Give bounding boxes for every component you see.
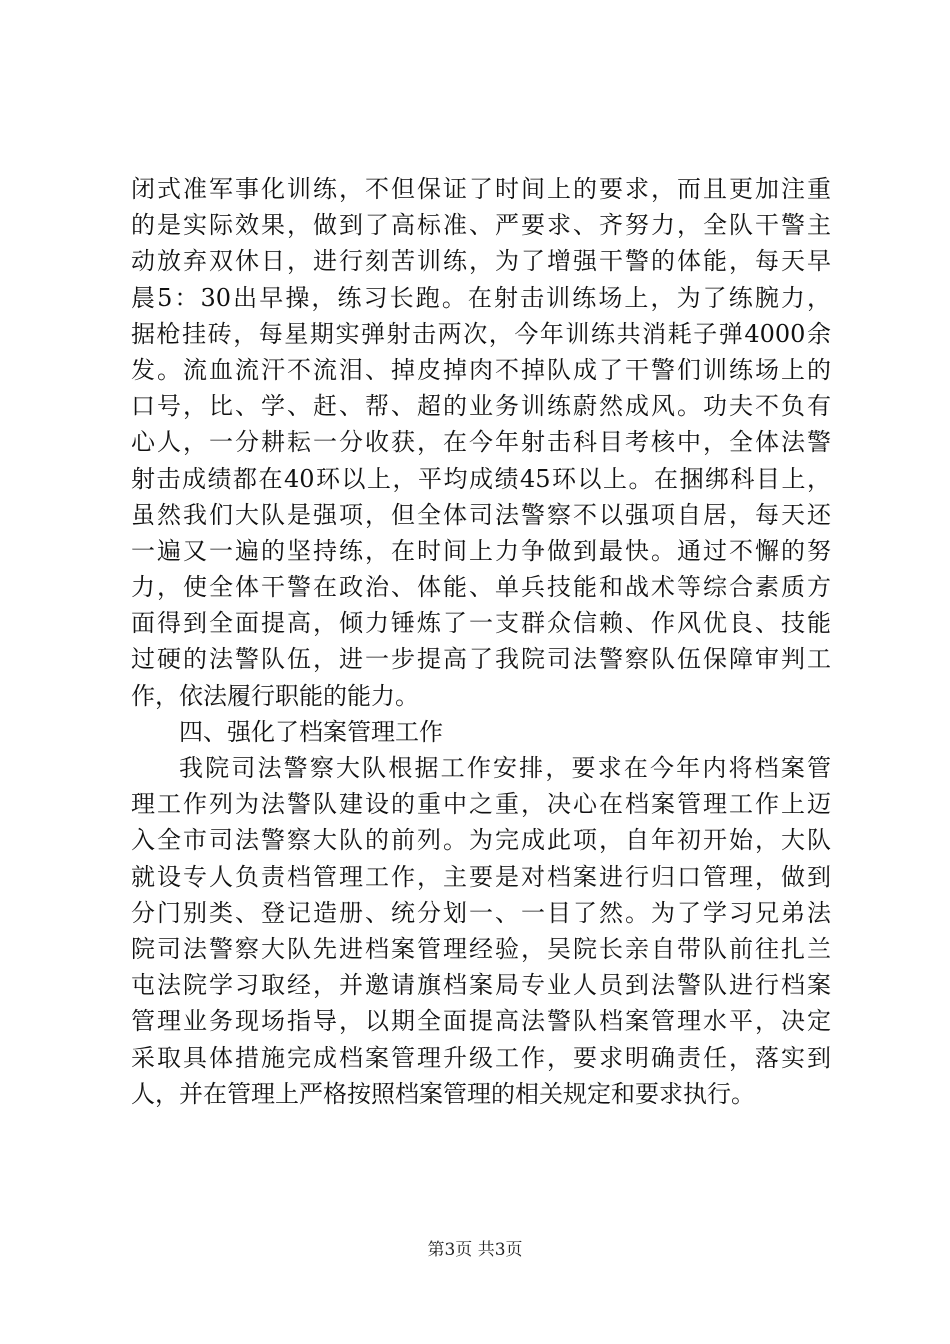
text-line: 四、强化了档案管理工作 bbox=[179, 717, 443, 746]
text-line: 一遍又一遍的坚持练，在时间上力争做到最快。通过不懈的努 bbox=[131, 536, 831, 565]
text-line: 我院司法警察大队根据工作安排，要求在今年内将档案管 bbox=[179, 754, 831, 782]
text-line: 理工作列为法警队建设的重中之重，决心在档案管理工作上迈 bbox=[131, 790, 831, 819]
body-text bbox=[131, 171, 831, 1112]
text-line: 采取具体措施完成档案管理升级工作，要求明确责任，落实到 bbox=[131, 1043, 831, 1072]
text-line: 就设专人负责档管理工作，主要是对档案进行归口管理，做到 bbox=[131, 862, 831, 891]
text-line: 人，并在管理上严格按照档案管理的相关规定和要求执行。 bbox=[131, 1079, 755, 1108]
text-line: 力，使全体干警在政治、体能、单兵技能和战术等综合素质方 bbox=[131, 573, 831, 602]
text-line: 的是实际效果，做到了高标准、严要求、齐努力，全队干警主 bbox=[131, 211, 831, 240]
text-line: 口号，比、学、赶、帮、超的业务训练蔚然成风。功夫不负有 bbox=[131, 392, 831, 421]
text-line: 虽然我们大队是强项，但全体司法警察不以强项自居，每天还 bbox=[131, 500, 831, 529]
text-line: 过硬的法警队伍，进一步提高了我院司法警察队伍保障审判工 bbox=[131, 645, 831, 674]
text-line: 心人，一分耕耘一分收获，在今年射击科目考核中，全体法警 bbox=[131, 428, 831, 457]
text-line: 发。流血流汗不流泪、掉皮掉肉不掉队成了干警们训练场上的 bbox=[131, 355, 831, 384]
text-line: 射击成绩都在40环以上，平均成绩45环以上。在捆绑科目上， bbox=[131, 464, 831, 493]
text-line: 院司法警察大队先进档案管理经验，吴院长亲自带队前往扎兰 bbox=[131, 934, 831, 963]
text-line: 面得到全面提高，倾力锤炼了一支群众信赖、作风优良、技能 bbox=[131, 609, 831, 638]
text-line: 分门别类、登记造册、统分划一、一目了然。为了学习兄弟法 bbox=[131, 898, 831, 927]
text-line: 动放弃双休日，进行刻苦训练，为了增强干警的体能，每天早 bbox=[131, 247, 831, 276]
page-footer: 第3页 共3页 bbox=[427, 1240, 523, 1260]
text-line: 屯法院学习取经，并邀请旗档案局专业人员到法警队进行档案 bbox=[131, 971, 831, 1000]
text-line: 晨5：30出早操，练习长跑。在射击训练场上，为了练腕力， bbox=[131, 283, 831, 312]
text-line: 入全市司法警察大队的前列。为完成此项，自年初开始，大队 bbox=[131, 826, 831, 855]
text-line: 闭式准军事化训练，不但保证了时间上的要求，而且更加注重 bbox=[131, 175, 831, 203]
text-line: 作，依法履行职能的能力。 bbox=[131, 681, 419, 710]
text-line: 管理业务现场指导，以期全面提高法警队档案管理水平，决定 bbox=[131, 1007, 831, 1036]
text-line: 据枪挂砖，每星期实弹射击两次，今年训练共消耗子弹4000余 bbox=[131, 319, 831, 348]
